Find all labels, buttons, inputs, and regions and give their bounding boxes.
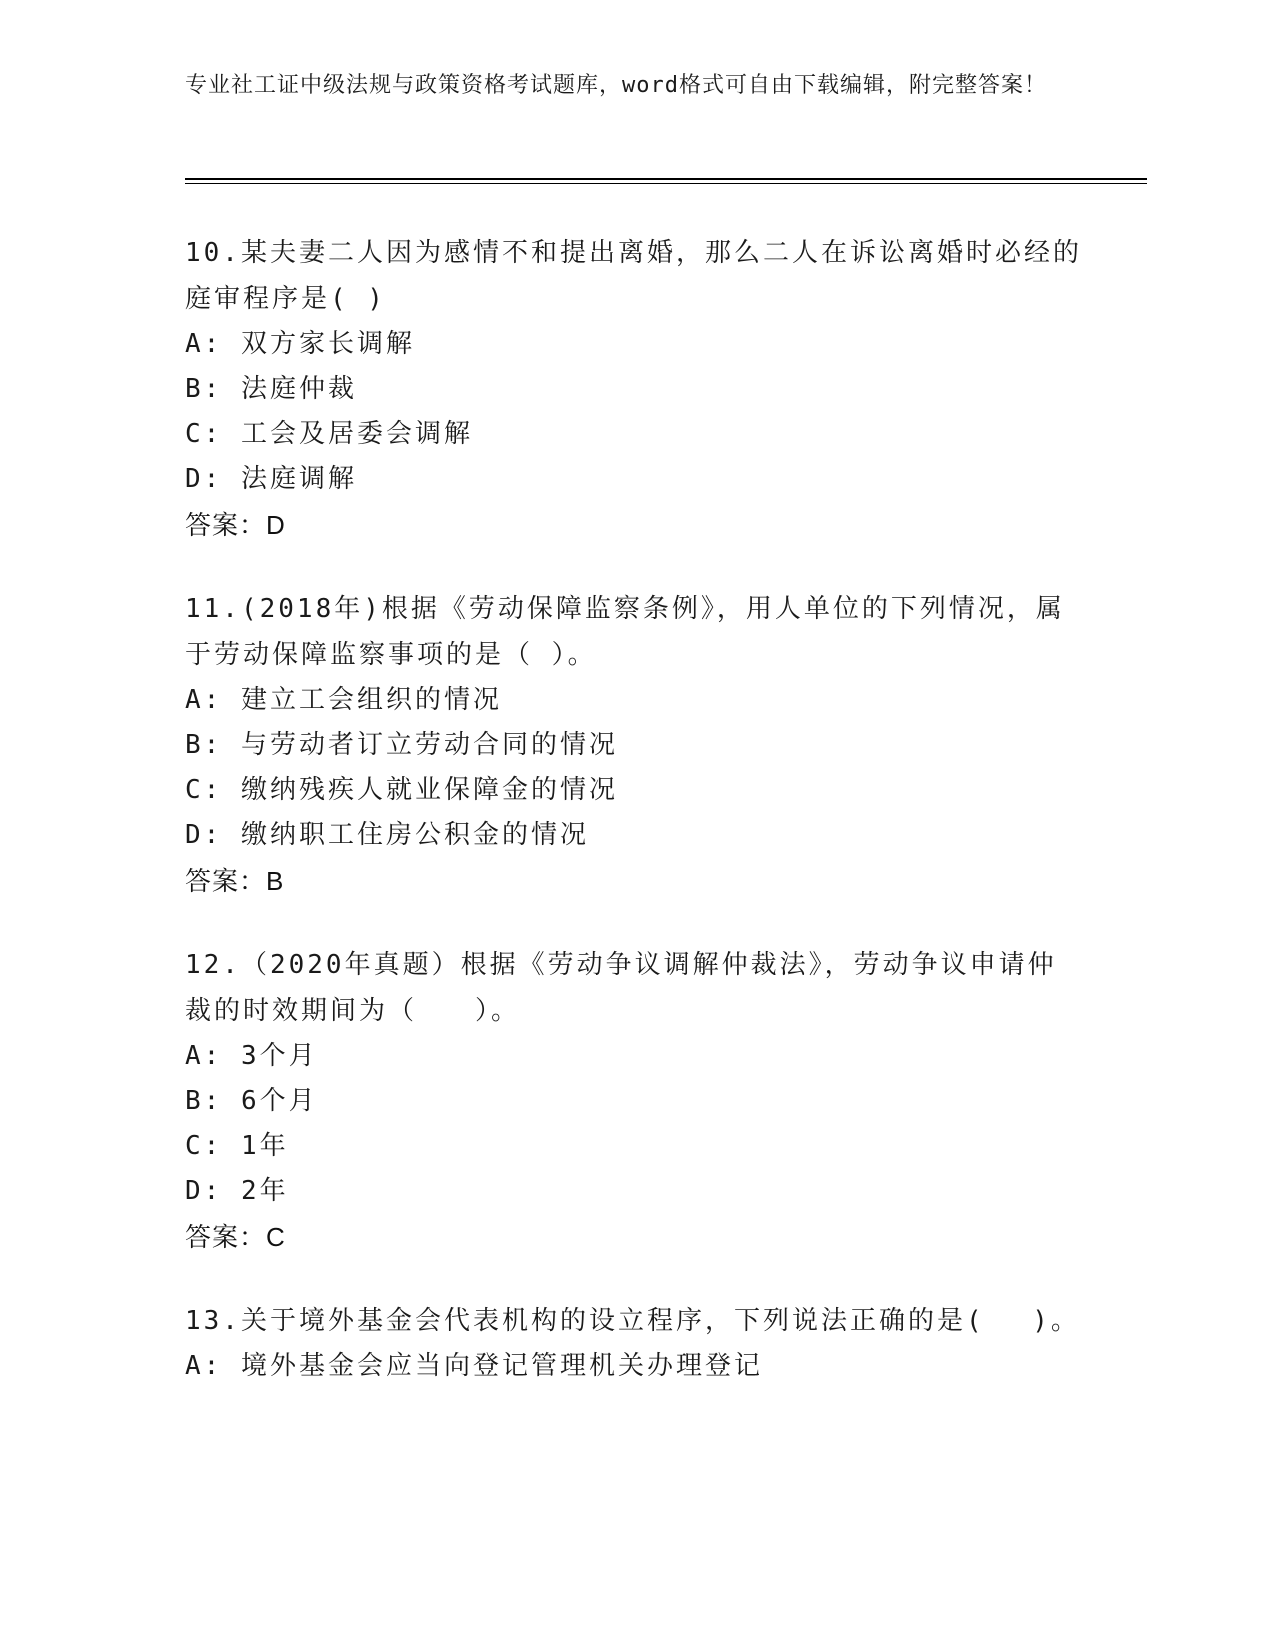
option-a: A: 双方家长调解 — [185, 329, 415, 359]
answer: 答案：D — [185, 510, 286, 540]
option-b: B: 6个月 — [185, 1086, 318, 1116]
option-a: A: 3个月 — [185, 1041, 318, 1071]
option-c: C: 1年 — [185, 1131, 289, 1161]
question-12 — [185, 942, 1085, 1260]
answer: 答案：C — [185, 1222, 286, 1252]
question-13 — [185, 1298, 1085, 1389]
option-c: C: 缴纳残疾人就业保障金的情况 — [185, 775, 618, 805]
header-divider-bottom — [185, 183, 1147, 184]
question-10 — [185, 230, 1085, 548]
answer: 答案：B — [185, 866, 285, 896]
option-d: D: 2年 — [185, 1176, 289, 1206]
question-text: 12.（2020年真题）根据《劳动争议调解仲裁法》，劳动争议申请仲裁的时效期间为（ ）。 — [185, 950, 1057, 1026]
question-list — [185, 230, 1085, 1427]
option-d: D: 缴纳职工住房公积金的情况 — [185, 820, 589, 850]
question-text: 10.某夫妻二人因为感情不和提出离婚，那么二人在诉讼离婚时必经的庭审程序是( ) — [185, 238, 1082, 314]
option-b: B: 与劳动者订立劳动合同的情况 — [185, 730, 618, 760]
question-11 — [185, 586, 1085, 904]
question-text: 11.(2018年)根据《劳动保障监察条例》，用人单位的下列情况，属于劳动保障监察事项的是（ ）。 — [185, 594, 1065, 670]
option-b: B: 法庭仲裁 — [185, 374, 357, 404]
document-header: 专业社工证中级法规与政策资格考试题库，word格式可自由下载编辑，附完整答案！ — [185, 73, 1047, 98]
option-c: C: 工会及居委会调解 — [185, 419, 473, 449]
option-d: D: 法庭调解 — [185, 464, 357, 494]
option-a: A: 境外基金会应当向登记管理机关办理登记 — [185, 1351, 763, 1381]
question-text: 13.关于境外基金会代表机构的设立程序，下列说法正确的是( )。 — [185, 1306, 1080, 1336]
header-divider-top — [185, 178, 1147, 180]
option-a: A: 建立工会组织的情况 — [185, 685, 502, 715]
